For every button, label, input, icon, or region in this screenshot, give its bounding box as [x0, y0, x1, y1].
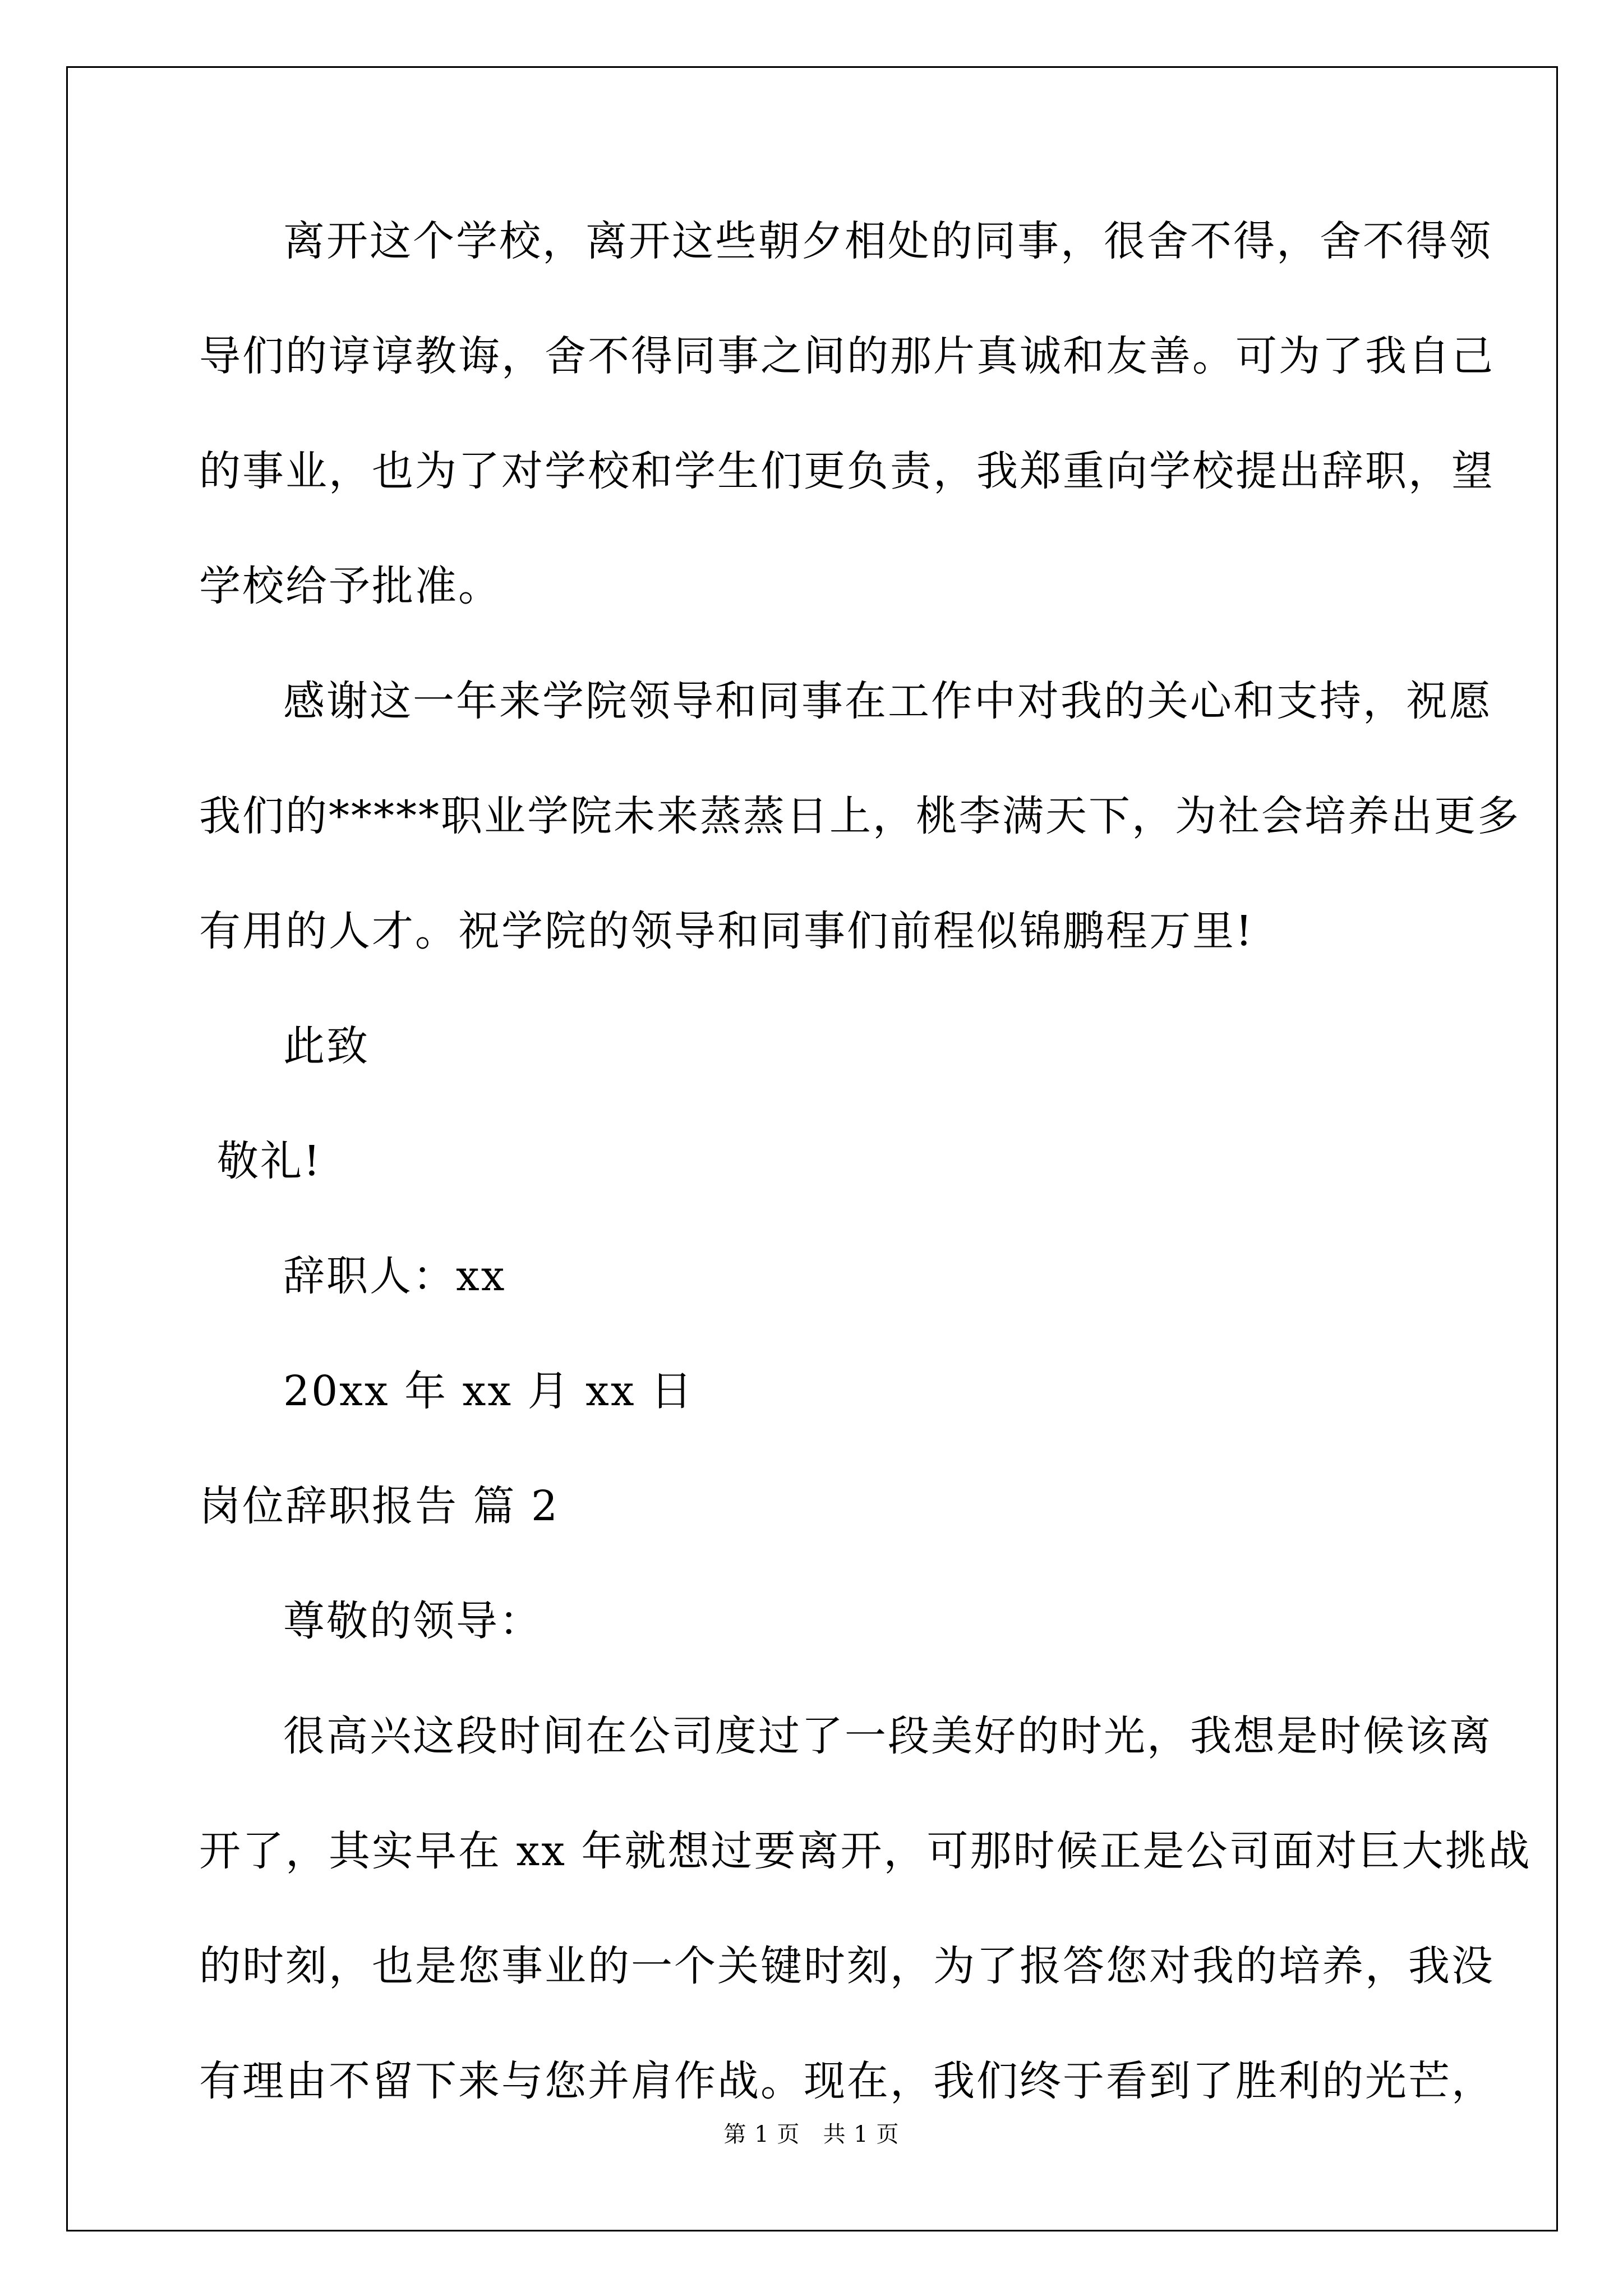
page-number-total: 共 1 页: [823, 2122, 900, 2147]
page-number-current: 第 1 页: [723, 2122, 800, 2147]
paragraph-line: 感谢这一年来学院领导和同事在工作中对我的关心和支持，祝愿: [283, 677, 1492, 725]
signature-date: 20xx 年 xx 月 xx 日: [283, 1367, 694, 1415]
paragraph-line: 有用的人才。祝学院的领导和同事们前程似锦鹏程万里!: [199, 907, 1254, 955]
closing-salutation: 此致: [283, 1022, 370, 1070]
paragraph-line: 学校给予批准。: [199, 562, 501, 610]
greeting: 尊敬的领导：: [283, 1597, 542, 1645]
paragraph-line: 离开这个学校，离开这些朝夕相处的同事，很舍不得，舍不得领: [283, 217, 1492, 265]
closing-regards: 敬礼!: [217, 1137, 322, 1185]
paragraph-line: 有理由不留下来与您并肩作战。现在，我们终于看到了胜利的光芒，: [199, 2057, 1495, 2105]
paragraph-line: 很高兴这段时间在公司度过了一段美好的时光，我想是时候该离: [283, 1712, 1492, 1760]
section-heading: 岗位辞职报告 篇 2: [199, 1482, 560, 1530]
paragraph-line: 的时刻，也是您事业的一个关键时刻，为了报答您对我的培养，我没: [199, 1942, 1495, 1990]
paragraph-line: 的事业，也为了对学校和学生们更负责，我郑重向学校提出辞职，望: [199, 447, 1495, 495]
paragraph-line: 我们的*****职业学院未来蒸蒸日上，桃李满天下，为社会培养出更多: [199, 792, 1520, 840]
page-footer: [0, 2120, 1623, 2148]
signature-name: 辞职人：xx: [283, 1252, 506, 1300]
paragraph-line: 导们的谆谆教诲，舍不得同事之间的那片真诚和友善。可为了我自己: [199, 332, 1495, 380]
paragraph-line: 开了，其实早在 xx 年就想过要离开，可那时候正是公司面对巨大挑战: [199, 1827, 1532, 1875]
